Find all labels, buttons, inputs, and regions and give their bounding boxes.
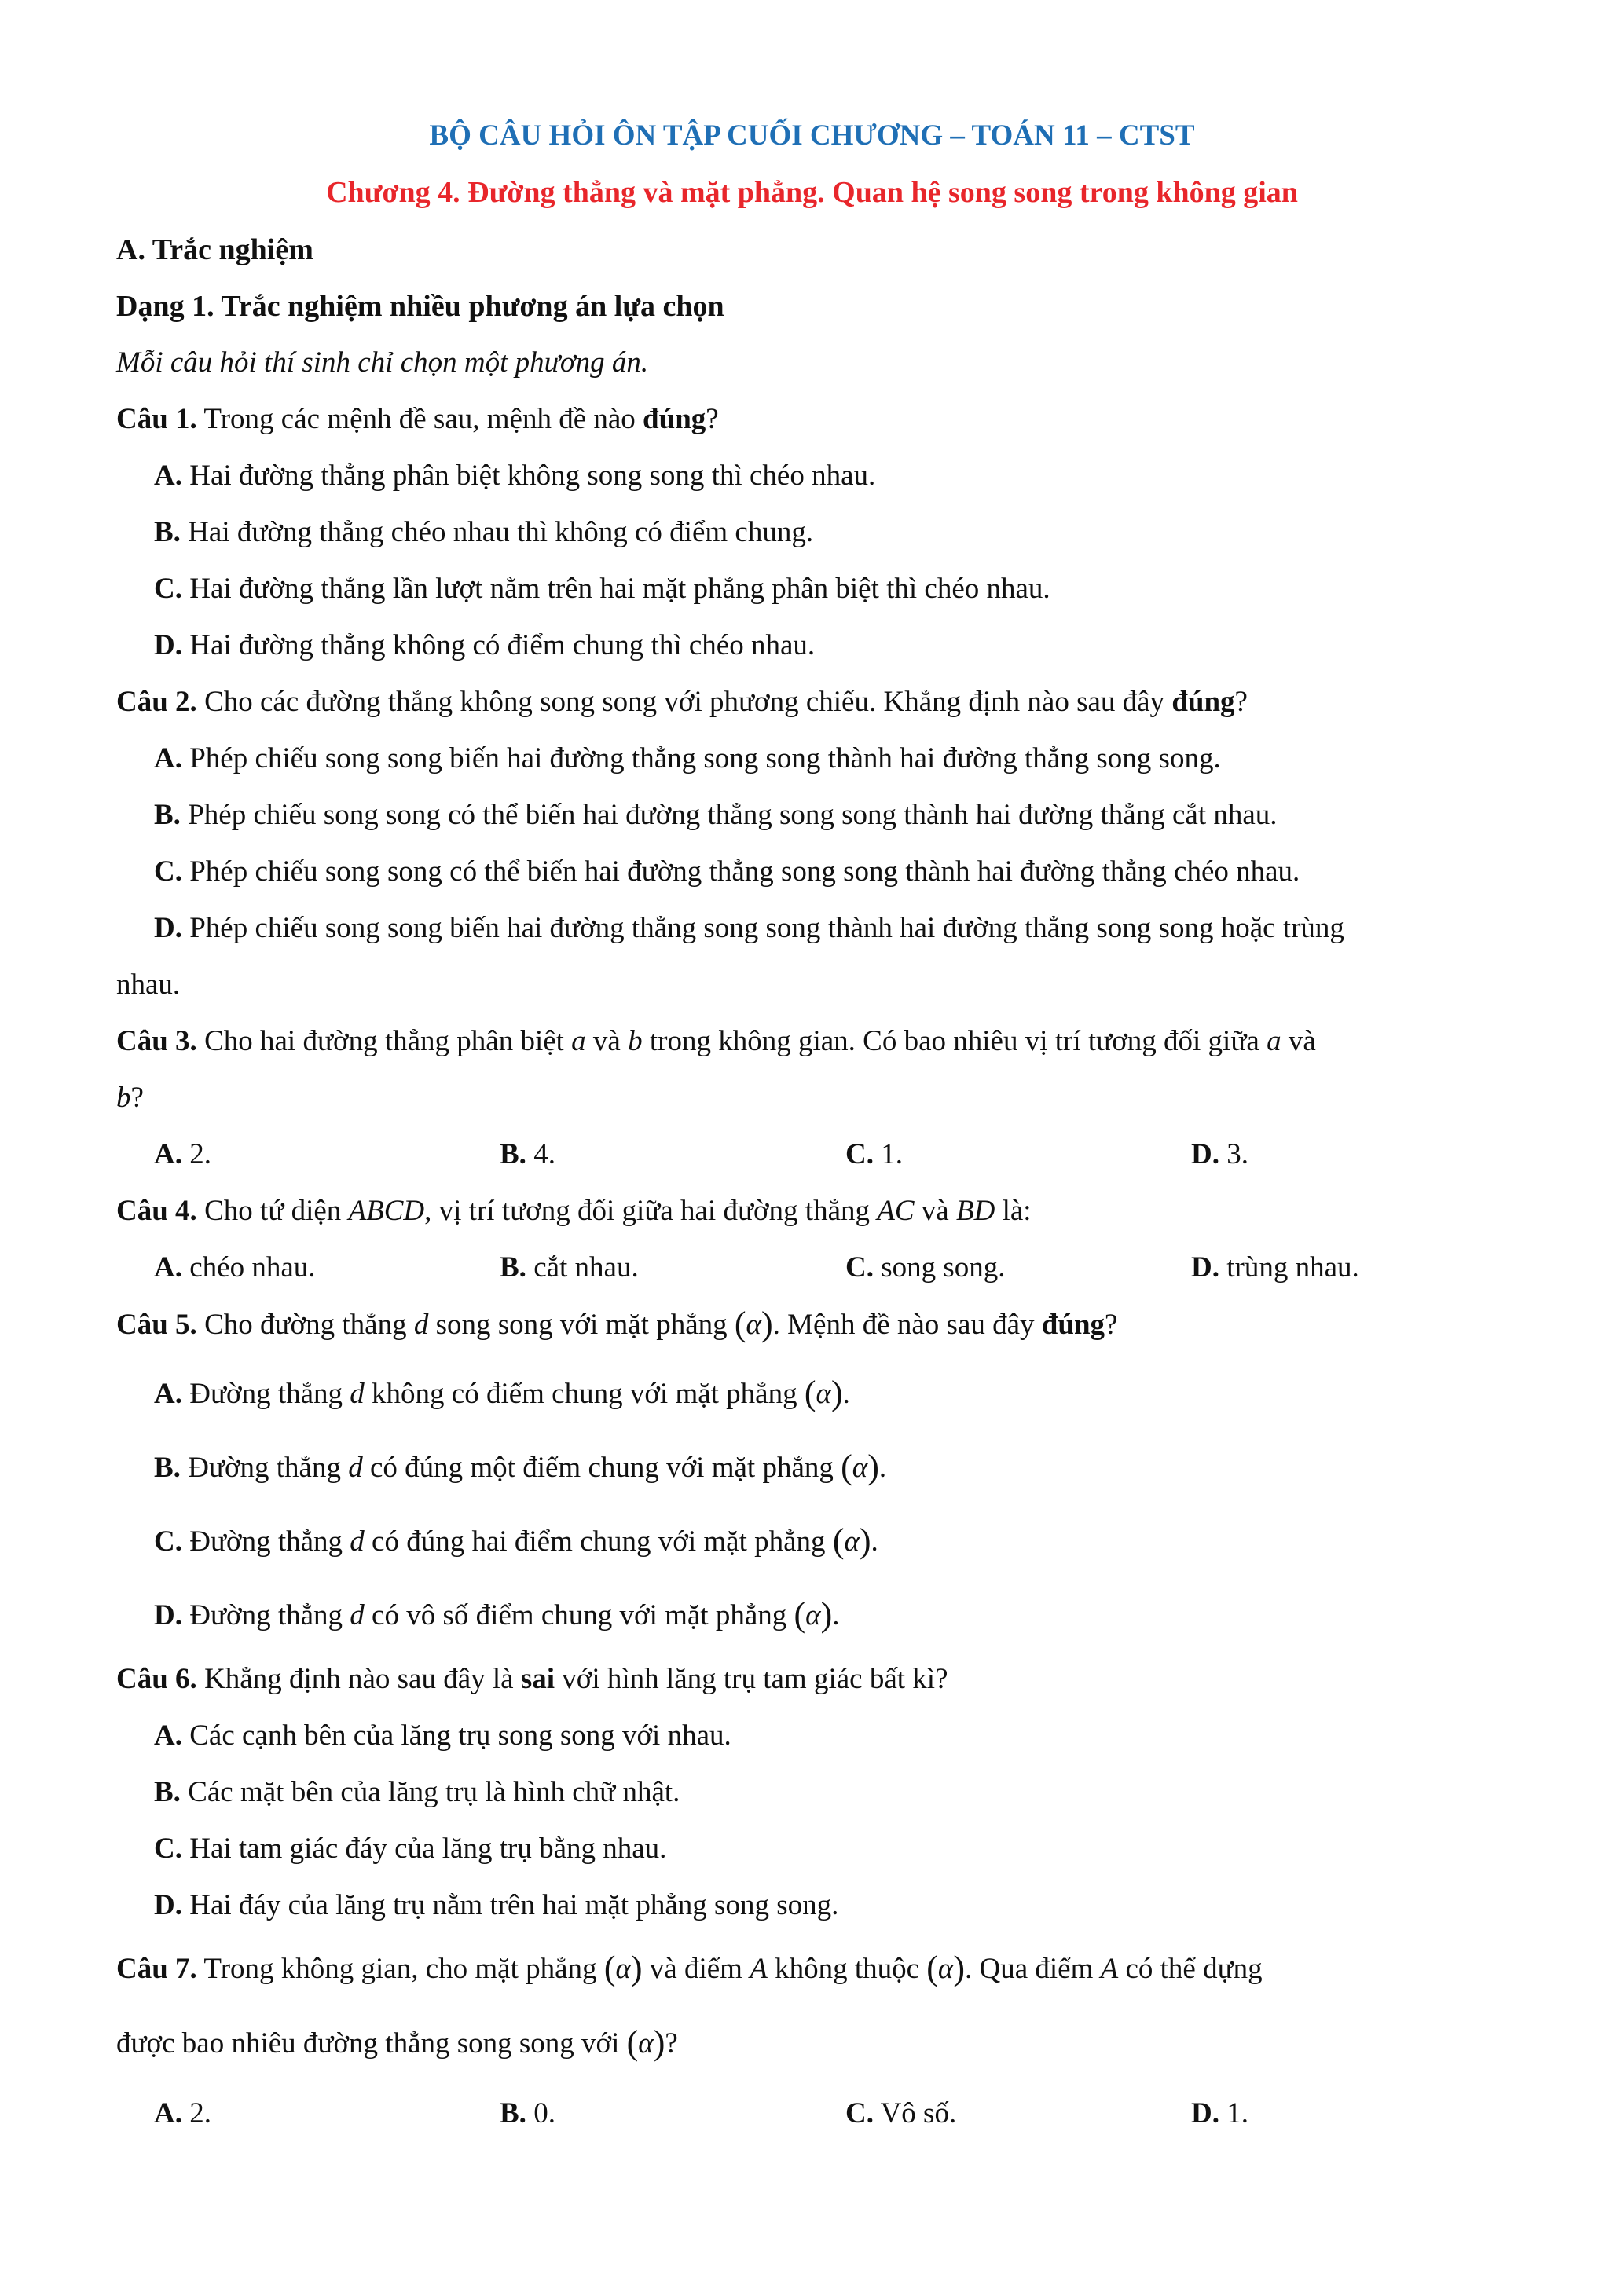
option-key: D. xyxy=(154,1599,182,1631)
question-text: , vị trí tương đối giữa hai đường thẳng xyxy=(424,1195,871,1227)
option-text: có đúng một điểm chung với mặt phẳng xyxy=(369,1452,834,1484)
option-text: có vô số điểm chung với mặt phẳng xyxy=(372,1599,787,1631)
q5-option-b[interactable] xyxy=(154,1449,886,1486)
option-text: 2. xyxy=(189,2097,211,2129)
question-text: được bao nhiêu đường thẳng song song với xyxy=(116,2027,620,2060)
q4-option-a[interactable] xyxy=(154,1250,316,1286)
option-text: Đường thẳng xyxy=(189,1525,343,1558)
alpha-symbol: α xyxy=(816,1378,831,1410)
math-var: d xyxy=(413,1309,429,1341)
q6-option-c[interactable] xyxy=(154,1831,666,1867)
option-key: B. xyxy=(154,1776,181,1808)
q2-option-a[interactable] xyxy=(154,741,1221,777)
option-key: C. xyxy=(845,2097,874,2129)
question-text: . Mệnh đề nào sau đây xyxy=(772,1309,1035,1341)
option-key: B. xyxy=(154,799,181,831)
question-label: Câu 2. xyxy=(116,686,197,718)
option-text: Phép chiếu song song có thể biến hai đường thẳng song song thành hai đường thẳng chéo nhau. xyxy=(189,855,1300,888)
question-end: ? xyxy=(1234,686,1248,718)
paren-close: ) xyxy=(761,1305,773,1343)
option-key: A. xyxy=(154,1378,182,1410)
option-key: B. xyxy=(500,1251,526,1283)
option-text: Phép chiếu song song biến hai đường thẳng song song thành hai đường thẳng song song hoặc trùng xyxy=(189,912,1344,944)
option-end: . xyxy=(878,1452,887,1484)
paren-close: ) xyxy=(953,1949,965,1987)
option-text: chéo nhau. xyxy=(189,1251,316,1283)
alpha-symbol: α xyxy=(844,1525,860,1558)
option-text: 0. xyxy=(533,2097,555,2129)
option-text: 3. xyxy=(1226,1138,1248,1170)
q1-option-c[interactable] xyxy=(154,571,1050,607)
q1-option-a[interactable] xyxy=(154,458,875,494)
q6-option-a[interactable] xyxy=(154,1718,731,1754)
question-label: Câu 5. xyxy=(116,1309,197,1341)
option-key: A. xyxy=(154,1138,182,1170)
option-text: song song. xyxy=(881,1251,1006,1283)
question-text: Trong không gian, cho mặt phẳng xyxy=(203,1953,597,1985)
question-text: và xyxy=(1288,1025,1316,1057)
math-var: a xyxy=(1267,1025,1281,1057)
question-text: và điểm xyxy=(649,1953,742,1985)
question-text: Cho hai đường thẳng phân biệt xyxy=(204,1025,564,1057)
option-text: trùng nhau. xyxy=(1226,1251,1359,1283)
question-4 xyxy=(116,1193,1032,1229)
paren-open: ( xyxy=(794,1595,806,1634)
option-key: D. xyxy=(1191,1251,1219,1283)
option-key: B. xyxy=(500,1138,526,1170)
chapter-subtitle: Chương 4. Đường thẳng và mặt phẳng. Quan hệ song song trong không gian xyxy=(326,176,1298,209)
question-label: Câu 1. xyxy=(116,403,197,435)
paren-open: ( xyxy=(603,1949,616,1987)
question-stem: Cho các đường thẳng không song song với phương chiếu. Khẳng định nào sau đây xyxy=(204,686,1165,718)
paren-close: ) xyxy=(830,1374,843,1412)
q3-option-d[interactable] xyxy=(1191,1137,1248,1173)
math-var: d xyxy=(350,1599,365,1631)
q5-option-d[interactable] xyxy=(154,1597,840,1634)
q4-option-c[interactable] xyxy=(845,1250,1006,1286)
option-text: Các cạnh bên của lăng trụ song song với nhau. xyxy=(189,1719,731,1752)
question-text: Cho đường thẳng xyxy=(204,1309,407,1341)
option-text: Phép chiếu song song có thể biến hai đường thẳng song song thành hai đường thẳng cắt nhau. xyxy=(188,799,1278,831)
option-text: Hai đáy của lăng trụ nằm trên hai mặt phẳng song song. xyxy=(189,1889,839,1921)
option-key: C. xyxy=(154,1833,182,1865)
type-heading: Dạng 1. Trắc nghiệm nhiều phương án lựa chọn xyxy=(116,290,724,323)
paren-close: ) xyxy=(653,2023,665,2062)
paren-close: ) xyxy=(630,1949,643,1987)
alpha-symbol: α xyxy=(615,1953,631,1985)
question-end: ? xyxy=(706,403,719,435)
option-key: D. xyxy=(154,912,182,944)
question-3-continued xyxy=(116,1080,144,1116)
question-7 xyxy=(116,1950,1263,1987)
math-var: A xyxy=(750,1953,768,1985)
paren-open: ( xyxy=(626,2023,639,2062)
q2-option-c[interactable] xyxy=(154,854,1300,890)
math-var: a xyxy=(571,1025,586,1057)
math-var: b xyxy=(628,1025,643,1057)
q2-option-b[interactable] xyxy=(154,797,1278,833)
question-5 xyxy=(116,1306,1117,1343)
option-key: A. xyxy=(154,2097,182,2129)
option-text: không có điểm chung với mặt phẳng xyxy=(372,1378,797,1410)
question-text: trong không gian. Có bao nhiêu vị trí tương đối giữa xyxy=(649,1025,1259,1057)
q2-option-d[interactable] xyxy=(154,910,1344,947)
question-text: Cho tứ diện xyxy=(204,1195,342,1227)
alpha-symbol: α xyxy=(746,1309,761,1341)
q3-option-b[interactable] xyxy=(500,1137,555,1173)
paren-close: ) xyxy=(820,1595,833,1634)
paren-open: ( xyxy=(832,1522,845,1560)
option-key: A. xyxy=(154,742,182,774)
alpha-symbol: α xyxy=(805,1599,821,1631)
option-text: Hai đường thẳng lần lượt nằm trên hai mặt phẳng phân biệt thì chéo nhau. xyxy=(189,573,1050,605)
q4-option-b[interactable] xyxy=(500,1250,639,1286)
document-title: BỘ CÂU HỎI ÔN TẬP CUỐI CHƯƠNG – TOÁN 11 – CTST xyxy=(429,119,1195,152)
question-7-continued xyxy=(116,2025,678,2062)
option-key: D. xyxy=(1191,2097,1219,2129)
question-stem: Khẳng định nào sau đây là xyxy=(204,1663,514,1695)
question-label: Câu 4. xyxy=(116,1195,197,1227)
question-end: ? xyxy=(130,1082,144,1114)
instruction-text: Mỗi câu hỏi thí sinh chỉ chọn một phương án. xyxy=(116,346,649,379)
option-text: 1. xyxy=(1226,2097,1248,2129)
option-key: C. xyxy=(154,855,182,888)
paren-open: ( xyxy=(734,1305,746,1343)
option-key: C. xyxy=(154,573,182,605)
question-end: ? xyxy=(1105,1309,1118,1341)
option-text: 2. xyxy=(189,1138,211,1170)
paren-close: ) xyxy=(859,1522,871,1560)
option-text: Đường thẳng xyxy=(189,1378,343,1410)
option-key: B. xyxy=(154,516,181,548)
question-text: không thuộc xyxy=(775,1953,920,1985)
question-emphasis: sai xyxy=(520,1663,555,1695)
option-text: Vô số. xyxy=(880,2097,957,2129)
option-key: A. xyxy=(154,460,182,492)
option-key: A. xyxy=(154,1251,182,1283)
q5-option-c[interactable] xyxy=(154,1523,878,1560)
option-key: C. xyxy=(154,1525,182,1558)
q1-option-b[interactable] xyxy=(154,514,813,551)
option-text: Đường thẳng xyxy=(188,1452,341,1484)
option-text: Hai tam giác đáy của lăng trụ bằng nhau. xyxy=(189,1833,667,1865)
question-text: và xyxy=(592,1025,621,1057)
question-emphasis: đúng xyxy=(1041,1309,1105,1341)
option-text: có đúng hai điểm chung với mặt phẳng xyxy=(372,1525,826,1558)
math-var: AC xyxy=(877,1195,915,1227)
option-text: 1. xyxy=(881,1138,903,1170)
question-text: song song với mặt phẳng xyxy=(435,1309,728,1341)
q7-option-a[interactable] xyxy=(154,2096,211,2132)
option-key: B. xyxy=(154,1452,181,1484)
question-emphasis: đúng xyxy=(1171,686,1235,718)
option-key: C. xyxy=(845,1138,874,1170)
option-key: B. xyxy=(500,2097,526,2129)
option-text: cắt nhau. xyxy=(533,1251,639,1283)
option-text: Các mặt bên của lăng trụ là hình chữ nhật. xyxy=(188,1776,680,1808)
q4-option-d[interactable] xyxy=(1191,1250,1359,1286)
option-end: . xyxy=(871,1525,878,1558)
q6-option-d[interactable] xyxy=(154,1888,838,1924)
question-label: Câu 7. xyxy=(116,1953,197,1985)
question-end: với hình lăng trụ tam giác bất kì? xyxy=(562,1663,948,1695)
q3-option-c[interactable] xyxy=(845,1137,903,1173)
math-var: d xyxy=(350,1378,365,1410)
option-text: Hai đường thẳng phân biệt không song song thì chéo nhau. xyxy=(189,460,876,492)
alpha-symbol: α xyxy=(937,1953,954,1985)
alpha-symbol: α xyxy=(638,2027,654,2060)
math-var: A xyxy=(1100,1953,1119,1985)
section-heading: A. Trắc nghiệm xyxy=(116,233,313,266)
option-key: D. xyxy=(154,629,182,661)
question-2 xyxy=(116,684,1248,720)
question-end: ? xyxy=(665,2027,678,2060)
option-text: Phép chiếu song song biến hai đường thẳng song song thành hai đường thẳng song song. xyxy=(189,742,1221,774)
paren-open: ( xyxy=(841,1448,852,1486)
question-3 xyxy=(116,1023,1316,1060)
option-text: Đường thẳng xyxy=(189,1599,343,1631)
paren-open: ( xyxy=(804,1374,816,1412)
q2-option-d-continued[interactable]: nhau. xyxy=(116,969,181,1001)
math-var: d xyxy=(348,1452,363,1484)
math-var: b xyxy=(116,1082,131,1114)
option-key: C. xyxy=(845,1251,874,1283)
question-6 xyxy=(116,1661,948,1697)
option-text: Hai đường thẳng không có điểm chung thì chéo nhau. xyxy=(189,629,816,661)
option-key: A. xyxy=(154,1719,182,1752)
paren-close: ) xyxy=(867,1448,879,1486)
question-text: là: xyxy=(1002,1195,1032,1227)
math-var: ABCD xyxy=(348,1195,425,1227)
option-key: D. xyxy=(1191,1138,1219,1170)
math-var: d xyxy=(350,1525,365,1558)
paren-open: ( xyxy=(926,1949,938,1987)
question-1 xyxy=(116,401,719,438)
question-emphasis: đúng xyxy=(643,403,706,435)
option-end: . xyxy=(832,1599,840,1631)
question-stem: Trong các mệnh đề sau, mệnh đề nào xyxy=(203,403,636,435)
q7-option-d[interactable] xyxy=(1191,2096,1248,2132)
q3-option-a[interactable] xyxy=(154,1137,211,1173)
alpha-symbol: α xyxy=(852,1452,868,1484)
q1-option-d[interactable] xyxy=(154,628,815,664)
option-key: D. xyxy=(154,1889,182,1921)
q5-option-a[interactable] xyxy=(154,1375,850,1412)
math-var: BD xyxy=(955,1195,995,1227)
q7-option-c[interactable] xyxy=(845,2096,956,2132)
q7-option-b[interactable] xyxy=(500,2096,555,2132)
question-text: và xyxy=(921,1195,949,1227)
question-text: có thể dựng xyxy=(1125,1953,1263,1985)
question-label: Câu 3. xyxy=(116,1025,197,1057)
option-text: Hai đường thẳng chéo nhau thì không có điểm chung. xyxy=(188,516,814,548)
question-label: Câu 6. xyxy=(116,1663,197,1695)
q6-option-b[interactable] xyxy=(154,1774,680,1811)
question-text: . Qua điểm xyxy=(965,1953,1094,1985)
option-end: . xyxy=(842,1378,850,1410)
option-text: 4. xyxy=(533,1138,555,1170)
